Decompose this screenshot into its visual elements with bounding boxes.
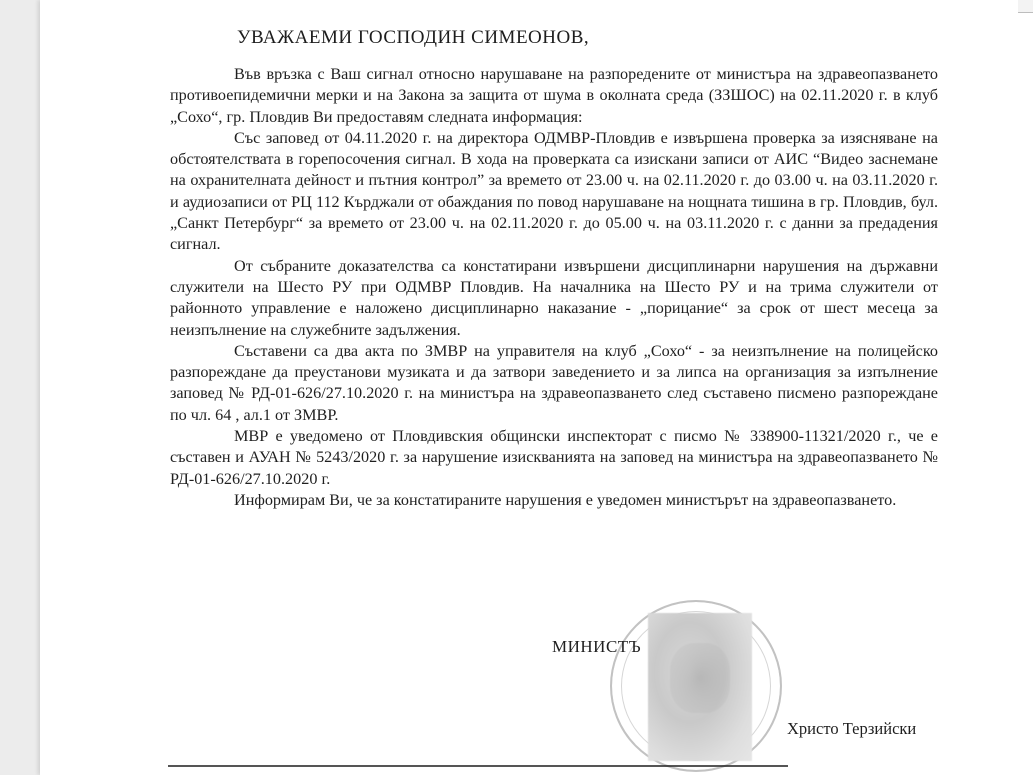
paragraph-acts: Съставени са два акта по ЗМВР на управителя на клуб „Сохо“ - за неизпълнение на полицейско разпореждане да преустанови музиката и да затвори заведението и за липса на организация за изпълнение заповед № РД-01-626/27.10.2020 г. на министъра на здравеопазването след съставено писмено разпореждане по чл. 64 , ал.1 от ЗМВР. [170,341,938,424]
paragraph-conclusion: Информирам Ви, че за констатираните нарушения е уведомен министърът на здравеопазването. [234,490,897,509]
redaction-smudge [670,643,730,713]
bottom-rule [168,765,788,767]
paragraph-disciplinary: От събраните доказателства са констатирани извършени дисциплинарни нарушения на държавни служители на Шесто РУ при ОДМВР Пловдив. На началника на Шесто РУ и на трима служители от районното управление е наложено дисциплинарно наказание - „порицание“ за срок от шест месеца за неизпълнение на служебните задължения. [170,256,938,339]
redacted-signature [648,613,752,761]
paragraph-auan: МВР е уведомено от Пловдивския общински инспекторат с писмо № 338900-11321/2020 г., че е съставен и АУАН № 5243/2020 г. за нарушение изискванията на заповед на министъра на здравеопазването № РД-01-626/27.10.2020 г. [170,427,938,488]
signature-name: Христо Терзийски [787,719,917,738]
letter-body [170,64,938,511]
paragraph-inspection: Със заповед от 04.11.2020 г. на директора ОДМВР-Пловдив е извършена проверка за изясняване на обстоятелствата в горепосочения сигнал. В хода на проверката са изискани записи от АИС “Видео заснемане на охранителната дейност и пътния контрол” за времето от 23.00 ч. на 02.11.2020 г. до 03.00 ч. на 03.11.2020 г. и аудиозаписи от РЦ 112 Кърджали от обаждания по повод нарушаване на нощната тишина в гр. Пловдив, бул. „Санкт Петербург“ за времето от 23.00 ч. на 02.11.2020 г. до 05.00 ч. на 03.11.2020 г. с данни за предадения сигнал. [170,128,938,254]
paragraph-intro: Във връзка с Ваш сигнал относно нарушаване на разпоредените от министъра на здравеопазването противоепидемични мерки и на Закона за защита от шума в околната среда (ЗЗШОС) на 02.11.2020 г. в клуб „Сохо“, гр. Пловдив Ви предоставям следната информация: [170,65,938,126]
signature-title: МИНИСТЪ [552,637,642,656]
salutation: УВАЖАЕМИ ГОСПОДИН СИМЕОНОВ, [237,27,590,48]
page-edge [1018,0,1033,13]
